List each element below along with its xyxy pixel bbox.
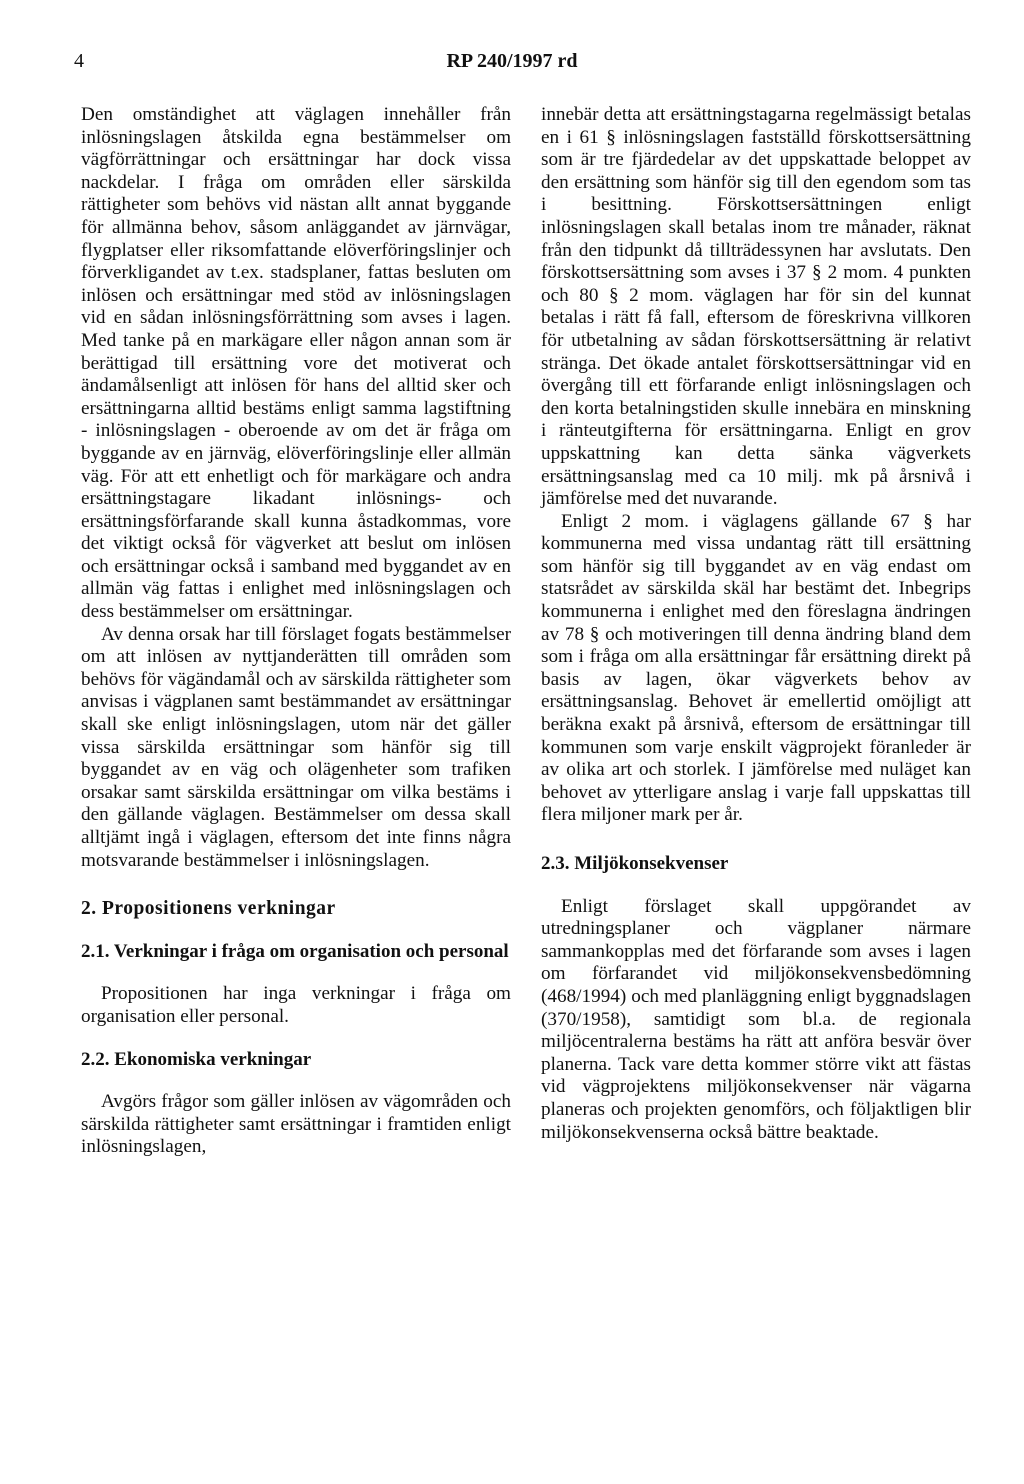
paragraph: Den omständighet att väglagen innehåller från inlösningslagen åtskilda egna bestämmelser om vägförrättningar och ersättningar har dock vissa nackdelar. I fråga om områden eller särskilda rättigheter som behövs vid nästan allt annat byggande för allmänna behov, såsom anläggandet av järnvägar, flygplatser eller riksomfattande elöverföringslinjer och förverkligandet av t.ex. stadsplaner, fattas besluten om inlösen och ersättningar med stöd av inlösningslagen vid en sådan inlösningsförrättning som avses i lagen. Med tanke på en markägare eller någon annan som är berättigad till ersättning vore det motiverat och ändamålsenligt att inlösen för hans del alltid sker och ersättningarna alltid bestäms enligt samma lagstiftning - inlösningslagen - oberoende av om det är fråga om byggande av en järnväg, elöverföringslinje eller allmän väg. För att ett enhetligt och för markägare och andra ersättningstagare likadant inlösnings- och ersättningsförfarande skall kunna åstadkommas, vore det viktigt också för vägverket att beslut om inlösen och ersättningar också i samband med byggandet av en allmän väg fattas i enlighet med inlösningslagen och dess bestämmelser om ersättningar. <box>81 104 511 623</box>
page-number: 4 <box>74 50 84 72</box>
right-column <box>541 104 971 1144</box>
subsection-heading: 2.2. Ekonomiska verkningar <box>81 1048 312 1070</box>
paragraph: Enligt 2 mom. i väglagens gällande 67 § har kommunerna med vissa undantag rätt till ersättning som hänför sig till byggandet av en väg endast om statsrådet av särskilda skäl har bestämt det. Inbegrips kommunerna i enlighet med den föreslagna ändringen av 78 § och motiveringen till denna ändring bland dem som i fråga om alla ersättningar får ersättning direkt på basis av lagen, ökar vägverkets behov av ersättningsanslag. Behovet är emellertid omöjligt att beräkna exakt på årsnivå, eftersom de ersättningar till kommunen som varje enskilt vägprojekt föranleder är av olika art och storlek. I jämförelse med nuläget kan behovet av ytterligare anslag i varje fall uppskattas till flera miljoner mark per år. <box>541 510 971 826</box>
paragraph: Av denna orsak har till förslaget fogats bestämmelser om att inlösen av nyttjanderätten till områden som behövs för vägändamål och av särskilda rättigheter som anvisas i vägplanen samt bestämmandet av ersättningar skall ske enligt inlösningslagen, utom när det gäller vissa särskilda ersättningar som hänför sig till byggandet av en väg och olägenheter som trafiken orsakar samt särskilda ersättningar om vilka bestäms i den gällande väglagen. Bestämmelser om dessa skall alltjämt ingå i väglagen, eftersom det inte finns några motsvarande bestämmelser i inlösningslagen. <box>81 623 511 871</box>
subsection-heading: 2.3. Miljökonsekvenser <box>541 853 729 874</box>
section-heading: 2. Propositionens verkningar <box>81 898 336 920</box>
left-column <box>81 104 511 1159</box>
paragraph: Propositionen har inga verkningar i fråga om organisation eller personal. <box>81 983 511 1027</box>
paragraph: innebär detta att ersättningstagarna regelmässigt betalas en i 61 § inlösningslagen fastställd förskottsersättning som är tre fjärdedelar av det uppskattade beloppet av den ersättning som hänför sig till den egendom som tas i besittning. Förskottsersättningen enligt inlösningslagen skall betalas inom tre månader, räknat från den tidpunkt då tillträdessynen har avslutats. Den förskottsersättning som avses i 37 § 2 mom. 4 punkten och 80 § 2 mom. väglagen har för sin del kunnat betalas i rätt få fall, eftersom de föreskrivna villkoren för utbetalning av sådan förskottsersättning är relativt stränga. Det ökade antalet förskottsersättningar vid en övergång till ett förfarande enligt inlösningslagen och den korta betalningstiden skulle innebära en minskning i ränteutgifterna för ersättningarna. Enligt en grov uppskattning kan detta sänka vägverkets ersättningsanslag med ca 10 milj. mk på årsnivå i jämförelse med det nuvarande. <box>541 104 971 510</box>
running-head: RP 240/1997 rd <box>446 50 578 72</box>
paragraph: Enligt förslaget skall uppgörandet av utredningsplaner och vägplaner närmare sammankopplas med det förfarande som avses i lagen om förfarandet vid miljökonsekvensbedömning (468/1994) och med planläggning enligt byggnadslagen (370/1958), samtidigt som bl.a. de regionala miljöcentralerna bestäms ha rätt att anföra besvär över planerna. Tack vare detta kommer större vikt att fästas vid vägprojektens miljökonsekvenser när vägarna planeras och projekten genomförs, och följaktligen blir miljökonsekvenserna också bättre beaktade. <box>541 895 971 1143</box>
subsection-heading: 2.1. Verkningar i fråga om organisation och personal <box>81 940 509 962</box>
paragraph: Avgörs frågor som gäller inlösen av vägområden och särskilda rättigheter samt ersättningar i framtiden enligt inlösningslagen, <box>81 1091 511 1158</box>
